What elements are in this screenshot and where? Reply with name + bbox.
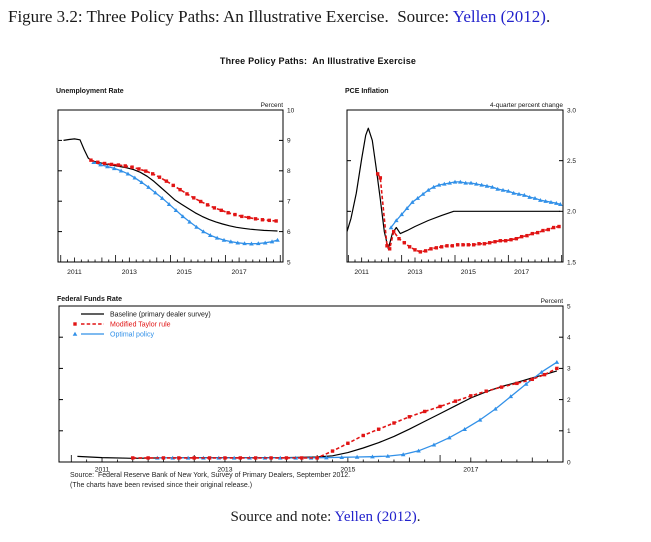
svg-text:3.0: 3.0 xyxy=(567,107,577,115)
yellen-2012-citation-link-bottom[interactable]: Yellen (2012) xyxy=(334,509,417,525)
caption-top-text: Figure 3.2: Three Policy Paths: An Illustrative Exercise. Source: xyxy=(8,7,453,26)
svg-text:3: 3 xyxy=(567,365,571,373)
svg-text:Percent: Percent xyxy=(260,102,283,109)
svg-text:2011: 2011 xyxy=(67,269,82,276)
svg-text:2015: 2015 xyxy=(460,269,476,276)
svg-text:1.5: 1.5 xyxy=(567,259,577,267)
svg-text:2013: 2013 xyxy=(217,466,233,474)
caption-top-period: . xyxy=(545,7,551,26)
unemployment-rate-chart xyxy=(48,80,298,280)
svg-text:5: 5 xyxy=(287,259,291,267)
svg-text:4-quarter percent change: 4-quarter percent change xyxy=(490,102,563,109)
svg-text:2011: 2011 xyxy=(94,466,110,474)
svg-text:2013: 2013 xyxy=(407,269,423,276)
svg-text:2017: 2017 xyxy=(463,466,479,474)
svg-text:2017: 2017 xyxy=(231,269,247,276)
svg-text:Optimal policy: Optimal policy xyxy=(110,331,154,339)
svg-text:2.5: 2.5 xyxy=(567,157,577,165)
svg-text:7: 7 xyxy=(287,198,291,206)
svg-text:2011: 2011 xyxy=(354,269,369,276)
svg-text:9: 9 xyxy=(287,137,291,145)
figure-source-note: Source: Federal Reserve Bank of New York, Survey of Primary Dealers, September 2012. xyxy=(70,472,351,479)
svg-text:Modified Taylor rule: Modified Taylor rule xyxy=(110,321,171,329)
caption-bottom-text: Source and note: xyxy=(230,509,335,525)
svg-text:Baseline (primary dealer surve: Baseline (primary dealer survey) xyxy=(110,311,211,319)
svg-text:2017: 2017 xyxy=(514,269,530,276)
figure-caption-bottom xyxy=(0,509,651,526)
svg-text:2: 2 xyxy=(567,396,571,404)
svg-text:1: 1 xyxy=(567,428,571,436)
svg-text:5: 5 xyxy=(567,303,571,311)
svg-text:4: 4 xyxy=(567,334,571,342)
caption-bottom-period: . xyxy=(416,509,421,525)
svg-text:10: 10 xyxy=(287,107,295,115)
svg-text:8: 8 xyxy=(287,168,291,176)
chart-main-title: Three Policy Paths: An Illustrative Exercise xyxy=(219,56,417,66)
svg-text:2.0: 2.0 xyxy=(567,208,577,216)
svg-text:2015: 2015 xyxy=(176,269,192,276)
federal-funds-rate-chart xyxy=(48,290,593,490)
figure-revision-note: (The charts have been revised since their original release.) xyxy=(70,482,253,489)
svg-text:Unemployment Rate: Unemployment Rate xyxy=(56,88,124,95)
svg-text:0: 0 xyxy=(567,459,571,467)
pce-inflation-chart xyxy=(338,80,600,280)
svg-text:Percent: Percent xyxy=(540,298,563,305)
yellen-2012-citation-link-top[interactable]: Yellen (2012) xyxy=(452,7,546,26)
svg-text:2015: 2015 xyxy=(340,466,356,474)
svg-text:Federal Funds Rate: Federal Funds Rate xyxy=(57,296,122,303)
figure-caption-top xyxy=(8,7,550,27)
svg-text:PCE Inflation: PCE Inflation xyxy=(345,88,389,95)
svg-text:2013: 2013 xyxy=(121,269,137,276)
svg-text:6: 6 xyxy=(287,228,291,236)
